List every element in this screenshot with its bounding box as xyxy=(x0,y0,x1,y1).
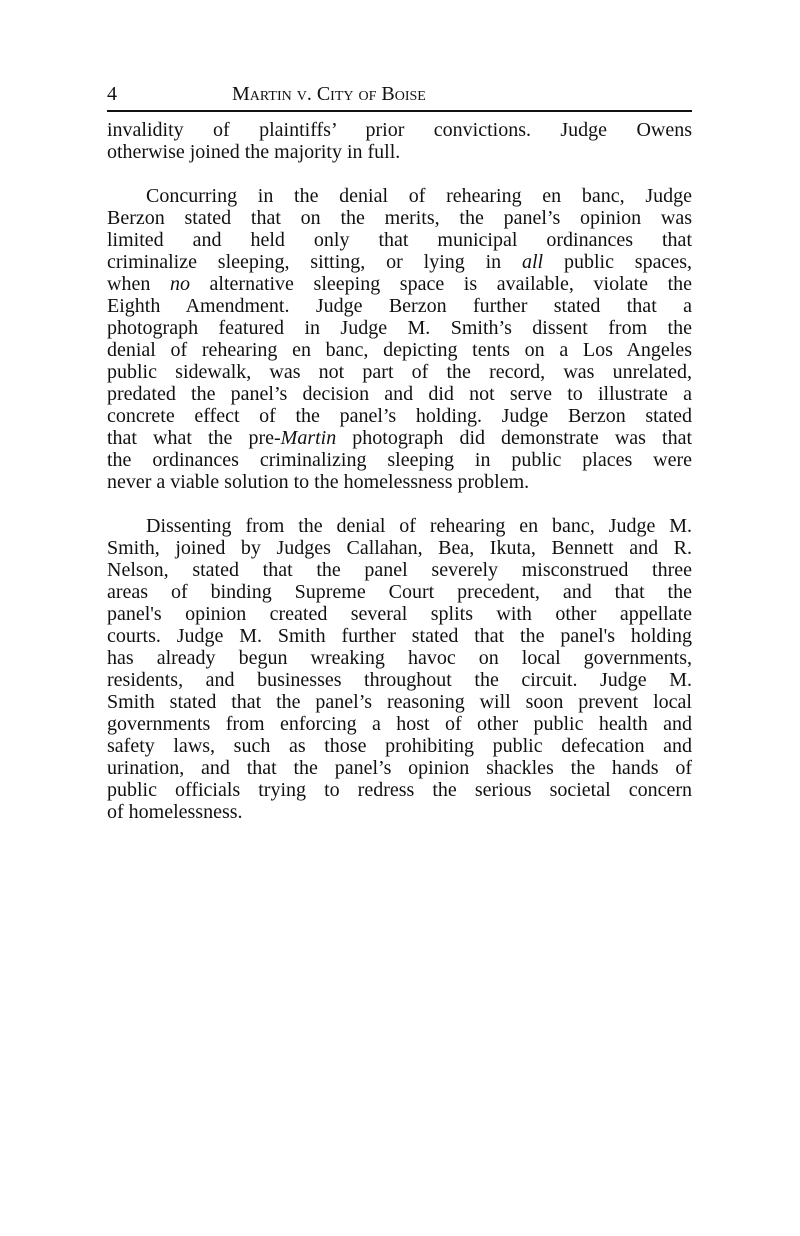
text-line xyxy=(107,757,692,779)
text-segment: never a viable solution to the homelessness problem. xyxy=(107,471,530,493)
text-line xyxy=(107,559,692,581)
text-line xyxy=(107,537,692,559)
text-line xyxy=(107,317,692,339)
paragraph xyxy=(107,119,692,163)
text-segment: when xyxy=(107,273,170,295)
text-line xyxy=(107,647,692,669)
text-segment: that what the pre- xyxy=(107,427,281,449)
text-segment: Eighth Amendment. Judge Berzon further stated that a xyxy=(107,295,692,317)
text-segment: limited and held only that municipal ordinances that xyxy=(107,229,692,251)
text-line xyxy=(107,361,692,383)
text-segment: safety laws, such as those prohibiting public defecation and xyxy=(107,735,692,757)
text-line xyxy=(107,735,692,757)
text-segment: residents, and businesses throughout the circuit. Judge M. xyxy=(107,669,692,691)
text-line xyxy=(107,207,692,229)
page-number: 4 xyxy=(107,83,117,105)
paragraph xyxy=(107,515,692,823)
text-segment: public officials trying to redress the serious societal concern xyxy=(107,779,692,801)
text-line xyxy=(107,405,692,427)
text-line xyxy=(107,339,692,361)
text-segment: Berzon stated that on the merits, the panel’s opinion was xyxy=(107,207,692,229)
text-line xyxy=(107,669,692,691)
text-segment: the ordinances criminalizing sleeping in public places were xyxy=(107,449,692,471)
italic-text: all xyxy=(522,251,544,273)
text-line xyxy=(107,581,692,603)
text-segment: Smith, joined by Judges Callahan, Bea, Ikuta, Bennett and R. xyxy=(107,537,692,559)
text-line xyxy=(107,141,692,163)
text-segment: denial of rehearing en banc, depicting tents on a Los Angeles xyxy=(107,339,692,361)
text-segment: panel's opinion created several splits with other appellate xyxy=(107,603,692,625)
text-line xyxy=(107,383,692,405)
text-segment: public sidewalk, was not part of the record, was unrelated, xyxy=(107,361,692,383)
text-segment: courts. Judge M. Smith further stated that the panel's holding xyxy=(107,625,692,647)
text-segment: Nelson, stated that the panel severely misconstrued three xyxy=(107,559,692,581)
text-segment: alternative sleeping space is available, violate the xyxy=(189,273,692,295)
text-segment: Concurring in the denial of rehearing en banc, Judge xyxy=(146,185,692,207)
text-line xyxy=(107,449,692,471)
text-line xyxy=(107,625,692,647)
text-segment: Dissenting from the denial of rehearing en banc, Judge M. xyxy=(146,515,692,537)
text-line xyxy=(107,471,692,493)
text-line xyxy=(107,427,692,449)
text-segment: invalidity of plaintiffs’ prior convictions. Judge Owens xyxy=(107,119,692,141)
text-segment: has already begun wreaking havoc on local governments, xyxy=(107,647,692,669)
text-segment: photograph featured in Judge M. Smith’s dissent from the xyxy=(107,317,692,339)
text-line xyxy=(107,713,692,735)
italic-text: no xyxy=(169,273,190,295)
running-header xyxy=(107,80,692,112)
text-segment: urination, and that the panel’s opinion shackles the hands of xyxy=(107,757,692,779)
text-segment: of homelessness. xyxy=(107,801,243,823)
text-segment: concrete effect of the panel’s holding. Judge Berzon stated xyxy=(107,405,692,427)
text-segment: predated the panel’s decision and did not serve to illustrate a xyxy=(107,383,692,405)
text-line xyxy=(107,185,692,207)
text-line xyxy=(107,295,692,317)
text-segment: Smith stated that the panel’s reasoning will soon prevent local xyxy=(107,691,692,713)
text-segment: photograph did demonstrate was that xyxy=(336,427,692,449)
text-line xyxy=(107,779,692,801)
text-line xyxy=(107,119,692,141)
italic-text: Martin xyxy=(280,427,337,449)
text-segment: areas of binding Supreme Court precedent, and that the xyxy=(107,581,692,603)
text-segment: criminalize sleeping, sitting, or lying in xyxy=(107,251,522,273)
text-line xyxy=(107,229,692,251)
text-segment: governments from enforcing a host of other public health and xyxy=(107,713,692,735)
paragraph xyxy=(107,185,692,493)
text-line xyxy=(107,603,692,625)
opinion-summary-body xyxy=(107,119,692,845)
text-line xyxy=(107,273,692,295)
text-line xyxy=(107,251,692,273)
text-line xyxy=(107,691,692,713)
running-title: Martin v. City of Boise xyxy=(232,83,426,105)
text-segment: public spaces, xyxy=(543,251,692,273)
text-segment: otherwise joined the majority in full. xyxy=(107,141,401,163)
text-line xyxy=(107,801,692,823)
text-line xyxy=(107,515,692,537)
